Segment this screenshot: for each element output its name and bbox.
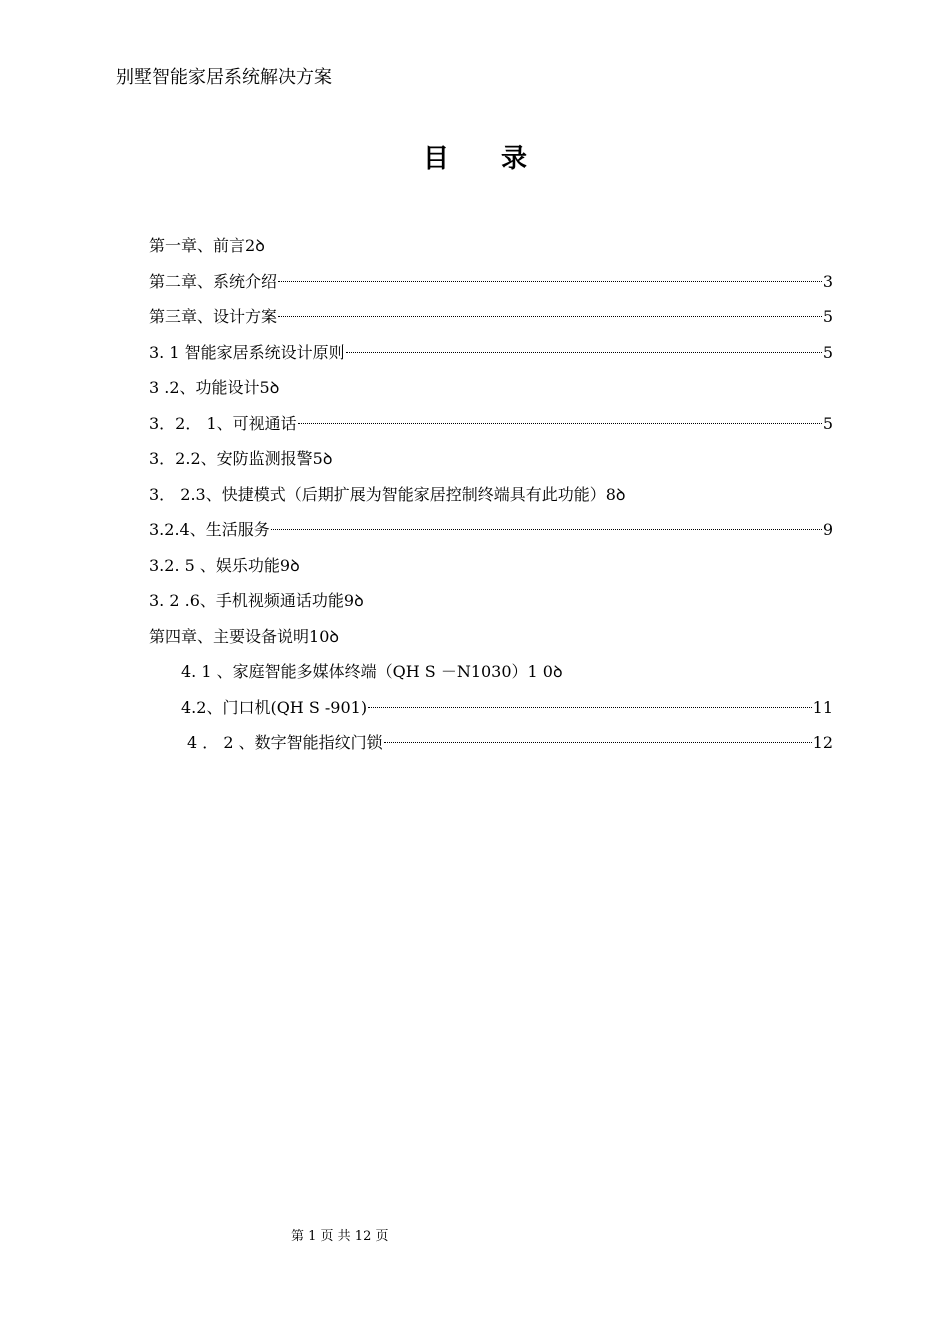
- toc-entry-page: 11: [812, 697, 833, 717]
- toc-entry-label: 第三章、设计方案: [149, 307, 278, 326]
- toc-entry-label: 3. 2 .6、手机视频通话功能: [149, 591, 344, 610]
- toc-dot-leader: [278, 281, 822, 282]
- toc-entry[interactable]: [149, 441, 833, 477]
- toc-entry[interactable]: [149, 264, 833, 300]
- toc-entry-label: 第四章、主要设备说明: [149, 626, 310, 646]
- toc-entry[interactable]: [149, 370, 833, 406]
- toc-entry-page: 2: [245, 236, 256, 255]
- toc-entry[interactable]: [149, 406, 833, 442]
- toc-entry[interactable]: [149, 299, 833, 335]
- toc-dot-leader: [278, 316, 822, 317]
- toc-entry[interactable]: [149, 548, 833, 584]
- toc-entry-page: 5: [822, 342, 833, 362]
- toc-dot-leader: [346, 352, 822, 353]
- toc-entry-suffix: ꝺ: [322, 449, 333, 468]
- toc-entry[interactable]: [149, 228, 833, 264]
- toc-entry-page: 9: [822, 520, 833, 539]
- toc-entry-label: 4.2、门口机(QH S -901): [181, 697, 368, 717]
- toc-entry[interactable]: [149, 654, 833, 690]
- toc-entry-suffix: ꝺ: [290, 555, 300, 575]
- toc-dot-leader: [298, 423, 822, 424]
- toc-dot-leader: [368, 707, 812, 708]
- toc-entry-page: 9: [343, 591, 355, 610]
- toc-entry-label: 4 ． 2 、数字智能指纹门锁: [187, 733, 383, 752]
- toc-entry[interactable]: [149, 619, 833, 655]
- toc-entry-label: 3．2． 1、可视通话: [149, 413, 297, 433]
- toc-title: 目 录: [422, 144, 527, 174]
- toc-entry-page: 5: [259, 378, 270, 397]
- toc-entry[interactable]: [149, 583, 833, 619]
- toc-entry[interactable]: [149, 477, 833, 513]
- toc-entry-suffix: ꝺ: [354, 591, 364, 610]
- toc-entry-label: 3. 1 智能家居系统设计原则: [149, 342, 345, 362]
- toc-entry[interactable]: [149, 335, 833, 371]
- toc-entry[interactable]: [149, 690, 833, 726]
- toc-dot-leader: [384, 742, 812, 743]
- toc-dot-leader: [271, 529, 822, 530]
- toc-entry-page: 5: [312, 449, 323, 468]
- toc-entry-suffix: ꝺ: [553, 662, 563, 681]
- toc-entry-page: 12: [812, 733, 833, 752]
- toc-entry-label: 第二章、系统介绍: [149, 271, 278, 291]
- toc-entry[interactable]: [149, 512, 833, 548]
- table-of-contents: [149, 228, 833, 761]
- toc-entry-suffix: ꝺ: [269, 378, 280, 397]
- document-header: 别墅智能家居系统解决方案: [116, 67, 332, 88]
- toc-entry-label: 3．2.2、安防监测报警: [149, 449, 313, 468]
- toc-entry-label: 3.2.4、生活服务: [149, 520, 270, 539]
- toc-entry[interactable]: [149, 725, 833, 761]
- toc-entry-page: 5: [822, 413, 833, 433]
- toc-entry-label: 4. 1 、家庭智能多媒体终端（QH S －N1030）1 0: [181, 662, 553, 681]
- page-footer: 第 1 页 共 12 页: [291, 1229, 389, 1244]
- toc-entry-suffix: ꝺ: [615, 484, 626, 504]
- toc-entry-label: 3 .2、功能设计: [149, 378, 260, 397]
- toc-entry-page: 9: [279, 555, 291, 575]
- toc-entry-label: 3． 2.3、快捷模式（后期扩展为智能家居控制终端具有此功能）: [149, 484, 606, 504]
- toc-entry-page: 10: [309, 626, 330, 646]
- toc-entry-label: 3.2. 5 、娱乐功能: [149, 555, 280, 575]
- toc-entry-page: 8: [605, 484, 616, 504]
- toc-entry-page: 5: [822, 307, 833, 326]
- toc-entry-label: 第一章、前言: [149, 236, 246, 255]
- toc-entry-page: 3: [822, 271, 833, 291]
- toc-entry-suffix: ꝺ: [255, 236, 265, 255]
- toc-entry-suffix: ꝺ: [329, 626, 339, 646]
